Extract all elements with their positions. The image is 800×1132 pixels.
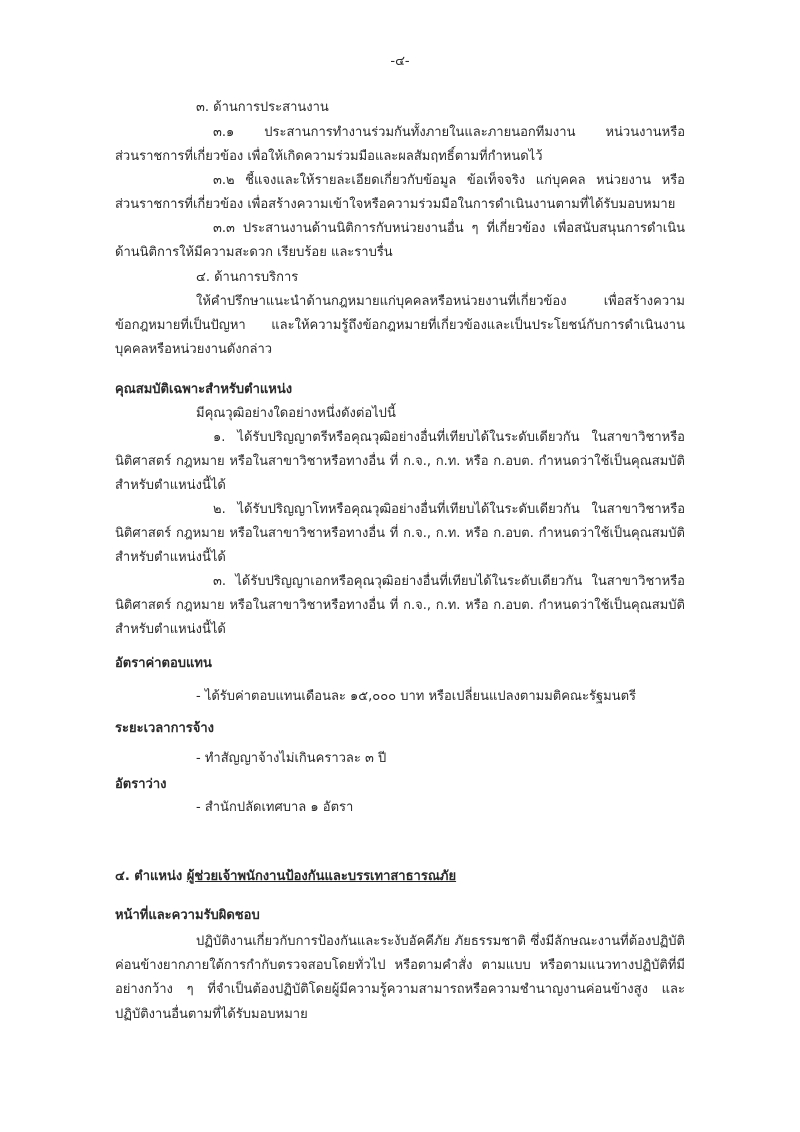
coordination-item-3-line-2: ด้านนิติการให้มีความสะดวก เรียบร้อย และราบรื่น <box>115 245 393 260</box>
coordination-item-2-line-1: ๓.๒ ชี้แจงและให้รายละเอียดเกี่ยวกับข้อมูล ข้อเท็จจริง แก่บุคคล หน่วยงาน หรือ <box>213 173 685 188</box>
coordination-item-1-line-1: ๓.๑ ประสานการทำงานร่วมกันทั้งภายในและภายนอกทีมงาน หน่วนงานหรือ <box>213 125 685 140</box>
qualification-2-line-1: ๒. ได้รับปริญญาโทหรือคุณวุฒิอย่างอื่นที่เทียบได้ในระดับเดียวกัน ในสาขาวิชาหรือ <box>213 502 685 517</box>
compensation-text: - ได้รับค่าตอบแทนเดือนละ ๑๕,๐๐๐ บาท หรือเปลี่ยนแปลงตามมติคณะรัฐมนตรี <box>196 689 637 704</box>
position-4-title: ผู้ช่วยเจ้าพนักงานป้องกันและบรรเทาสาธารณภัย <box>186 869 457 884</box>
coordination-item-1-line-2: ส่วนราชการที่เกี่ยวข้อง เพื่อให้เกิดความร่วมมือและผลสัมฤทธิ์ตามที่กำหนดไว้ <box>115 149 543 164</box>
position-4-prefix: ๔. ตำแหน่ง <box>115 869 183 884</box>
vacancy-heading: อัตราว่าง <box>115 777 167 792</box>
coordination-item-2-line-2: ส่วนราชการที่เกี่ยวข้อง เพื่อสร้างความเข้าใจหรือความร่วมมือในการดำเนินงานตามที่ได้รับมอบหมาย <box>115 197 676 212</box>
service-heading: ๔. ด้านการบริการ <box>196 270 299 285</box>
coordination-heading: ๓. ด้านการประสานงาน <box>196 100 329 115</box>
vacancy-text: - สำนักปลัดเทศบาล ๑ อัตรา <box>196 800 354 815</box>
service-line-3: บุคคลหรือหน่วยงานดังกล่าว <box>115 342 273 357</box>
qualifications-intro: มีคุณวุฒิอย่างใดอย่างหนึ่งดังต่อไปนี้ <box>196 406 396 421</box>
duties-line-3: อย่างกว้าง ๆ ที่จำเป็นต้องปฏิบัติโดยผู้มีความรู้ความสามารถหรือความชำนาญงานค่อนข้างสูง และ <box>115 982 685 997</box>
duties-line-2: ค่อนข้างยากภายใต้การกำกับตรวจสอบโดยทั่วไป หรือตามคำสั่ง ตามแบบ หรือตามแนวทางปฏิบัติที่มี <box>115 958 685 973</box>
duration-heading: ระยะเวลาการจ้าง <box>115 721 214 736</box>
position-4-heading <box>115 867 685 887</box>
qualification-2-line-2: นิติศาสตร์ กฎหมาย หรือในสาขาวิชาหรือทางอื่น ที่ ก.จ., ก.ท. หรือ ก.อบต. กำหนดว่าใช้เป็นคุณสมบัติ <box>115 526 685 541</box>
qualification-3-line-2: นิติศาสตร์ กฎหมาย หรือในสาขาวิชาหรือทางอื่น ที่ ก.จ., ก.ท. หรือ ก.อบต. กำหนดว่าใช้เป็นคุณสมบัติ <box>115 598 685 613</box>
page-number: -๔- <box>390 54 410 69</box>
duties-line-1: ปฏิบัติงานเกี่ยวกับการป้องกันและระงับอัคคีภัย ภัยธรรมชาติ ซึ่งมีลักษณะงานที่ต้องปฏิบัติ <box>196 934 685 949</box>
qualification-3-line-1: ๓. ได้รับปริญญาเอกหรือคุณวุฒิอย่างอื่นที่เทียบได้ในระดับเดียวกัน ในสาขาวิชาหรือ <box>213 574 685 589</box>
qualification-3-line-3: สำหรับตำแหน่งนี้ได้ <box>115 622 226 637</box>
duties-heading: หน้าที่และความรับผิดชอบ <box>115 908 260 923</box>
duration-text: - ทำสัญญาจ้างไม่เกินคราวละ ๓ ปี <box>196 751 387 766</box>
qualification-1-line-1: ๑. ได้รับปริญญาตรีหรือคุณวุฒิอย่างอื่นที่เทียบได้ในระดับเดียวกัน ในสาขาวิชาหรือ <box>213 430 685 445</box>
qualification-2-line-3: สำหรับตำแหน่งนี้ได้ <box>115 550 226 565</box>
service-line-2: ข้อกฎหมายที่เป็นปัญหา และให้ความรู้ถึงข้อกฎหมายที่เกี่ยวข้องและเป็นประโยชน์กับการดำเนินงาน <box>115 318 685 333</box>
qualifications-heading: คุณสมบัติเฉพาะสำหรับตำแหน่ง <box>115 382 293 397</box>
qualification-1-line-2: นิติศาสตร์ กฎหมาย หรือในสาขาวิชาหรือทางอื่น ที่ ก.จ., ก.ท. หรือ ก.อบต. กำหนดว่าใช้เป็นคุณสมบัติ <box>115 454 685 469</box>
coordination-item-3-line-1: ๓.๓ ประสานงานด้านนิติการกับหน่วยงานอื่น ๆ ที่เกี่ยวข้อง เพื่อสนับสนุนการดำเนิน <box>213 221 685 236</box>
compensation-heading: อัตราค่าตอบแทน <box>115 656 212 671</box>
duties-line-4: ปฏิบัติงานอื่นตามที่ได้รับมอบหมาย <box>115 1007 308 1022</box>
service-line-1: ให้คำปรึกษาแนะนำด้านกฎหมายแก่บุคคลหรือหน่วยงานที่เกี่ยวข้อง เพื่อสร้างความ <box>196 294 685 309</box>
qualification-1-line-3: สำหรับตำแหน่งนี้ได้ <box>115 478 226 493</box>
